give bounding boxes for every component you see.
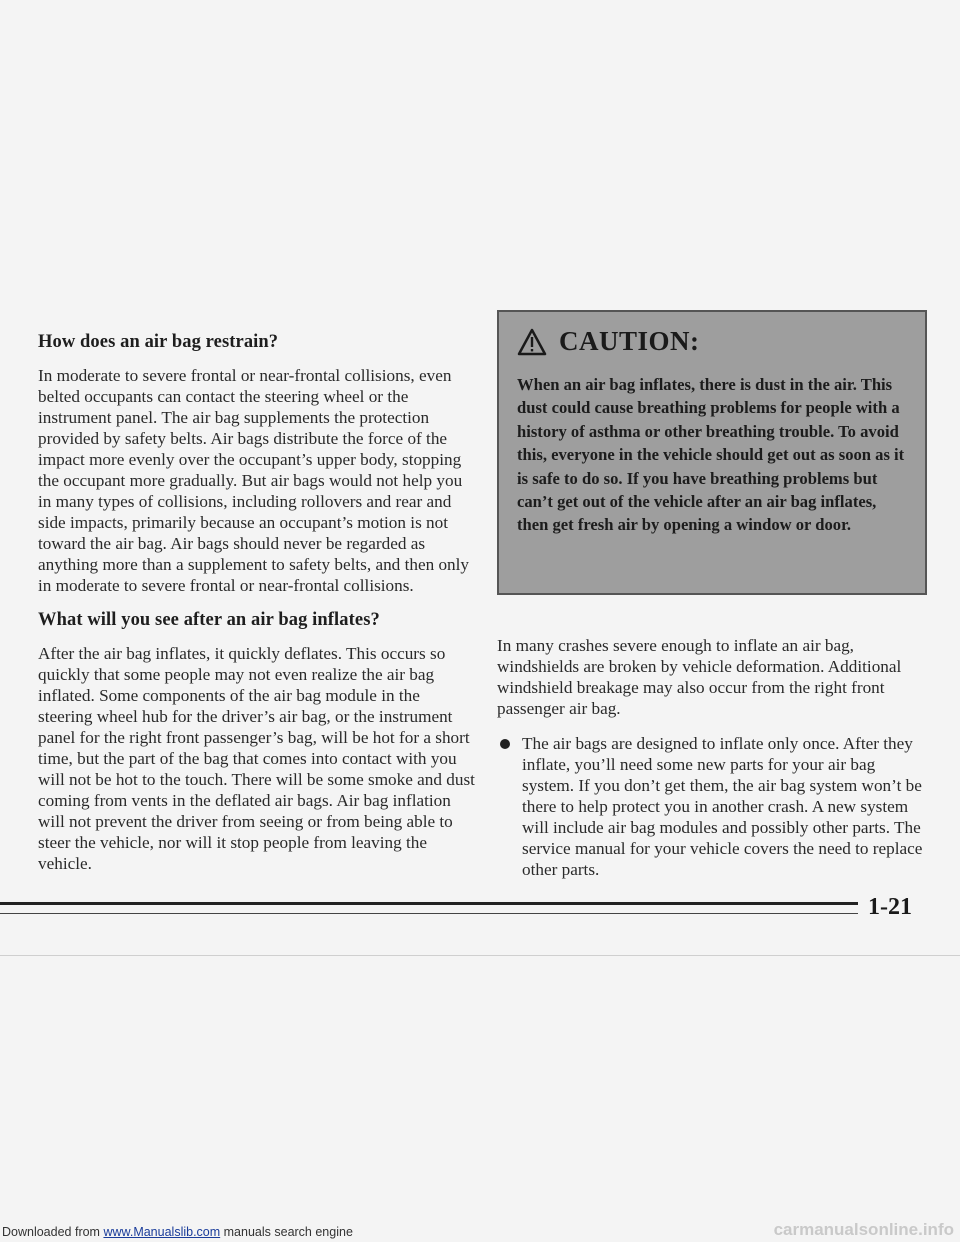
section-after-inflation [38, 610, 476, 874]
page-rule-thick [0, 902, 858, 905]
footer-suffix: manuals search engine [220, 1225, 353, 1239]
section-heading: How does an air bag restrain? [38, 332, 279, 352]
bullet-text: The air bags are designed to inflate only once. After they inflate, you’ll need some new parts for your air bag system. If you don’t get them, the air bag system won’t be there to help protect you in another crash. A new system will include air bag modules and possibly other parts. The service manual for your vehicle covers the need to replace other parts. [522, 734, 923, 879]
windshield-paragraph: In many crashes severe enough to inflate an air bag, windshields are broken by vehicle deformation. Additional windshield breakage may also occur from the right front passenger air bag. [497, 636, 902, 718]
section-heading: What will you see after an air bag inflates? [38, 610, 380, 630]
watermark: carmanualsonline.info [773, 1220, 954, 1239]
section-body: After the air bag inflates, it quickly deflates. This occurs so quickly that some people may not even realize the air bag inflated. Some components of the air bag module in the steering wheel hub for the driver’s air bag, or the instrument panel for the right front passenger’s bag, will be hot for a short time, but the part of the bag that comes into contact with you will not be hot to the touch. There will be some smoke and dust coming from vents in the deflated air bags. Air bag inflation will not prevent the driver from seeing or from being able to steer the vehicle, nor will it stop people from leaving the vehicle. [38, 644, 475, 873]
manualslib-link[interactable]: www.Manualslib.com [103, 1225, 221, 1239]
page-rule-thin [0, 913, 858, 914]
bullet-dot-icon [500, 739, 510, 749]
caution-box [497, 310, 927, 595]
right-column [497, 310, 927, 880]
section-air-bag-restrain [38, 332, 476, 596]
right-body [497, 635, 927, 880]
left-column [38, 332, 476, 874]
section-body: In moderate to severe frontal or near-frontal collisions, even belted occupants can contact the steering wheel or the instrument panel. The air bag supplements the protection provided by safety belts. Air bags distribute the force of the impact more evenly over the occupant’s upper body, stopping the occupant more gradually. But air bags would not help you in many types of collisions, including rollovers and rear and side impacts, primarily because an occupant’s motion is not toward the air bag. Air bags should never be regarded as anything more than a supplement to safety belts, and then only in moderate to severe frontal or near-frontal collisions. [38, 366, 470, 595]
page-rule-bottom [0, 955, 960, 956]
download-footer [2, 1225, 353, 1239]
bullet-item [497, 733, 927, 880]
caution-text: When an air bag inflates, there is dust in the air. This dust could cause breathing problems for people with a history of asthma or other breathing trouble. To avoid this, everyone in the vehicle should get out as soon as it is safe to do so. If you have breathing problems but can’t get out of the vehicle after an air bag inflates, then get fresh air by opening a window or door. [517, 375, 905, 535]
caution-title: CAUTION: [559, 326, 700, 356]
warning-triangle-icon [517, 328, 547, 356]
page-number: 1-21 [868, 894, 912, 920]
caution-header [517, 326, 909, 357]
footer-prefix: Downloaded from [2, 1225, 104, 1239]
